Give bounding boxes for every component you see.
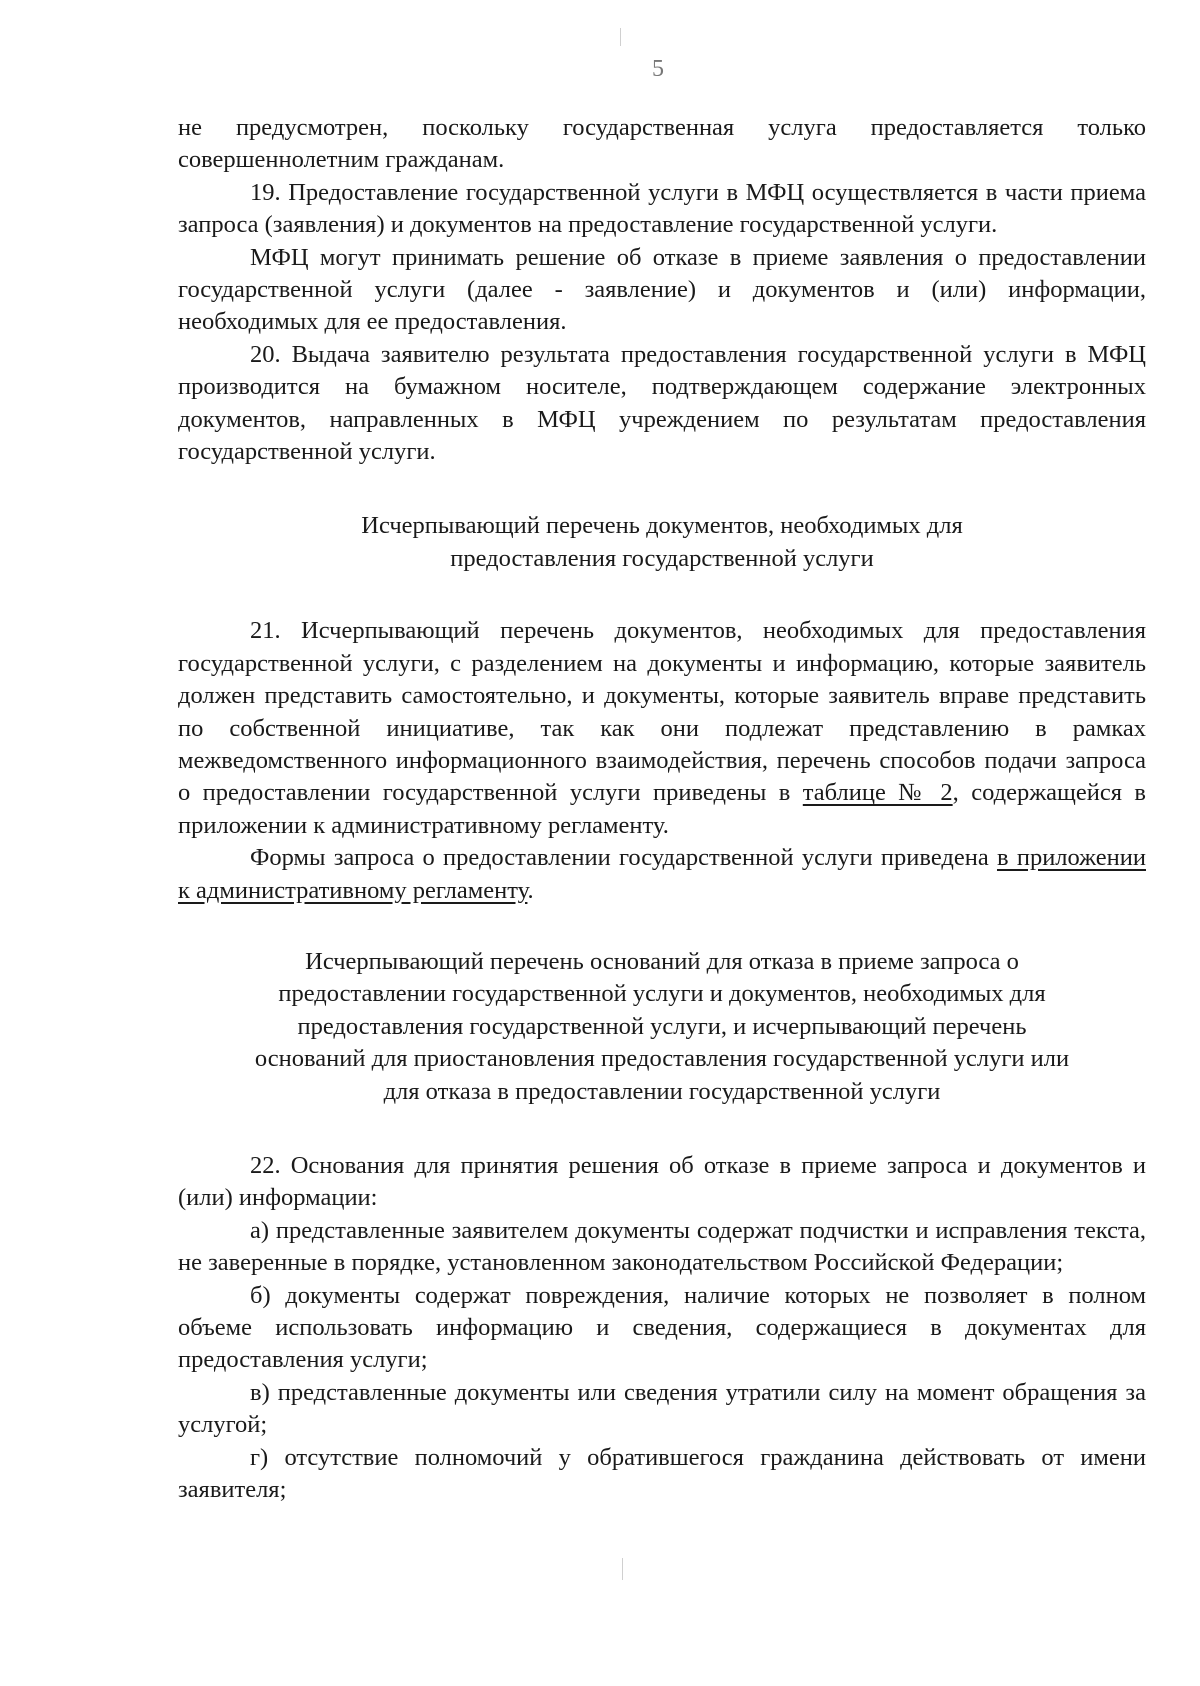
heading-line: Исчерпывающий перечень оснований для отказа в приеме запроса о [305, 947, 1019, 975]
paragraph-21-forms [178, 842, 1146, 907]
scan-artifact-bottom [622, 1558, 623, 1580]
heading-line: предоставлении государственной услуги и документов, необходимых для [278, 980, 1046, 1008]
section-heading-documents [178, 510, 1146, 575]
paragraph-20: 20. Выдача заявителю результата предоставления государственной услуги в МФЦ производится на бумажном носителе, подтверждающем содержание электронных документов, направленных в МФЦ учреждением по результатам предоставления государственной услуги. [178, 340, 1146, 466]
scan-artifact-top [620, 28, 621, 46]
appendix-link[interactable]: в приложении к административному регламенту [178, 844, 1146, 904]
paragraph-22-g: г) отсутствие полномочий у обратившегося гражданина действовать от имени заявителя; [178, 1443, 1146, 1504]
paragraph-21 [178, 615, 1146, 842]
table-2-link[interactable]: таблице № 2 [802, 779, 953, 807]
paragraph-19: 19. Предоставление государственной услуги в МФЦ осуществляется в части приема запроса (заявления) и документов на предоставление государственной услуги. [178, 178, 1146, 239]
paragraph-19-mfc: МФЦ могут принимать решение об отказе в приеме заявления о предоставлении государственной услуги (далее - заявление) и документов и (или) информации, необходимых для ее предоставления. [178, 243, 1146, 336]
page-number: 5 [652, 56, 664, 82]
paragraph-21-forms-tail: . [527, 876, 534, 904]
heading-line: Исчерпывающий перечень документов, необходимых для [361, 512, 963, 540]
heading-line: предоставления государственной услуги [450, 544, 874, 572]
heading-line: оснований для приостановления предоставления государственной услуги или [254, 1045, 1070, 1073]
paragraph-21-tail: , содержащейся в приложении к административному регламенту. [178, 779, 1146, 839]
paragraph-22-v: в) представленные документы или сведения утратили силу на момент обращения за услугой; [178, 1378, 1146, 1439]
section-heading-refusal-grounds [178, 946, 1146, 1108]
paragraph-22: 22. Основания для принятия решения об отказе в приеме запроса и документов и (или) информации: [178, 1151, 1146, 1212]
paragraph-continued: не предусмотрен, поскольку государственная услуга предоставляется только совершеннолетним гражданам. [178, 114, 1146, 174]
paragraph-22-b: б) документы содержат повреждения, наличие которых не позволяет в полном объеме использовать информацию и сведения, содержащиеся в документах для предоставления услуги; [178, 1281, 1146, 1374]
paragraph-21-forms-text: Формы запроса о предоставлении государственной услуги приведена [250, 844, 989, 872]
heading-line: предоставления государственной услуги, и исчерпывающий перечень [297, 1012, 1027, 1040]
paragraph-22-a: а) представленные заявителем документы содержат подчистки и исправления текста, не заверенные в порядке, установленном законодательством Российской Федерации; [178, 1216, 1146, 1277]
paragraph-21-text: 21. Исчерпывающий перечень документов, необходимых для предоставления государственной услуги, с разделением на документы и информацию, которые заявитель должен представить самостоятельно, и документы, которые заявитель вправе представить по собственной инициативе, так как они подлежат представлению в рамках межведомственного информационного взаимодействия, перечень способов подачи запроса о предоставлении государственной услуги приведены в [178, 617, 1146, 807]
document-body [178, 112, 1146, 1506]
heading-line: для отказа в предоставлении государственной услуги [383, 1077, 941, 1105]
